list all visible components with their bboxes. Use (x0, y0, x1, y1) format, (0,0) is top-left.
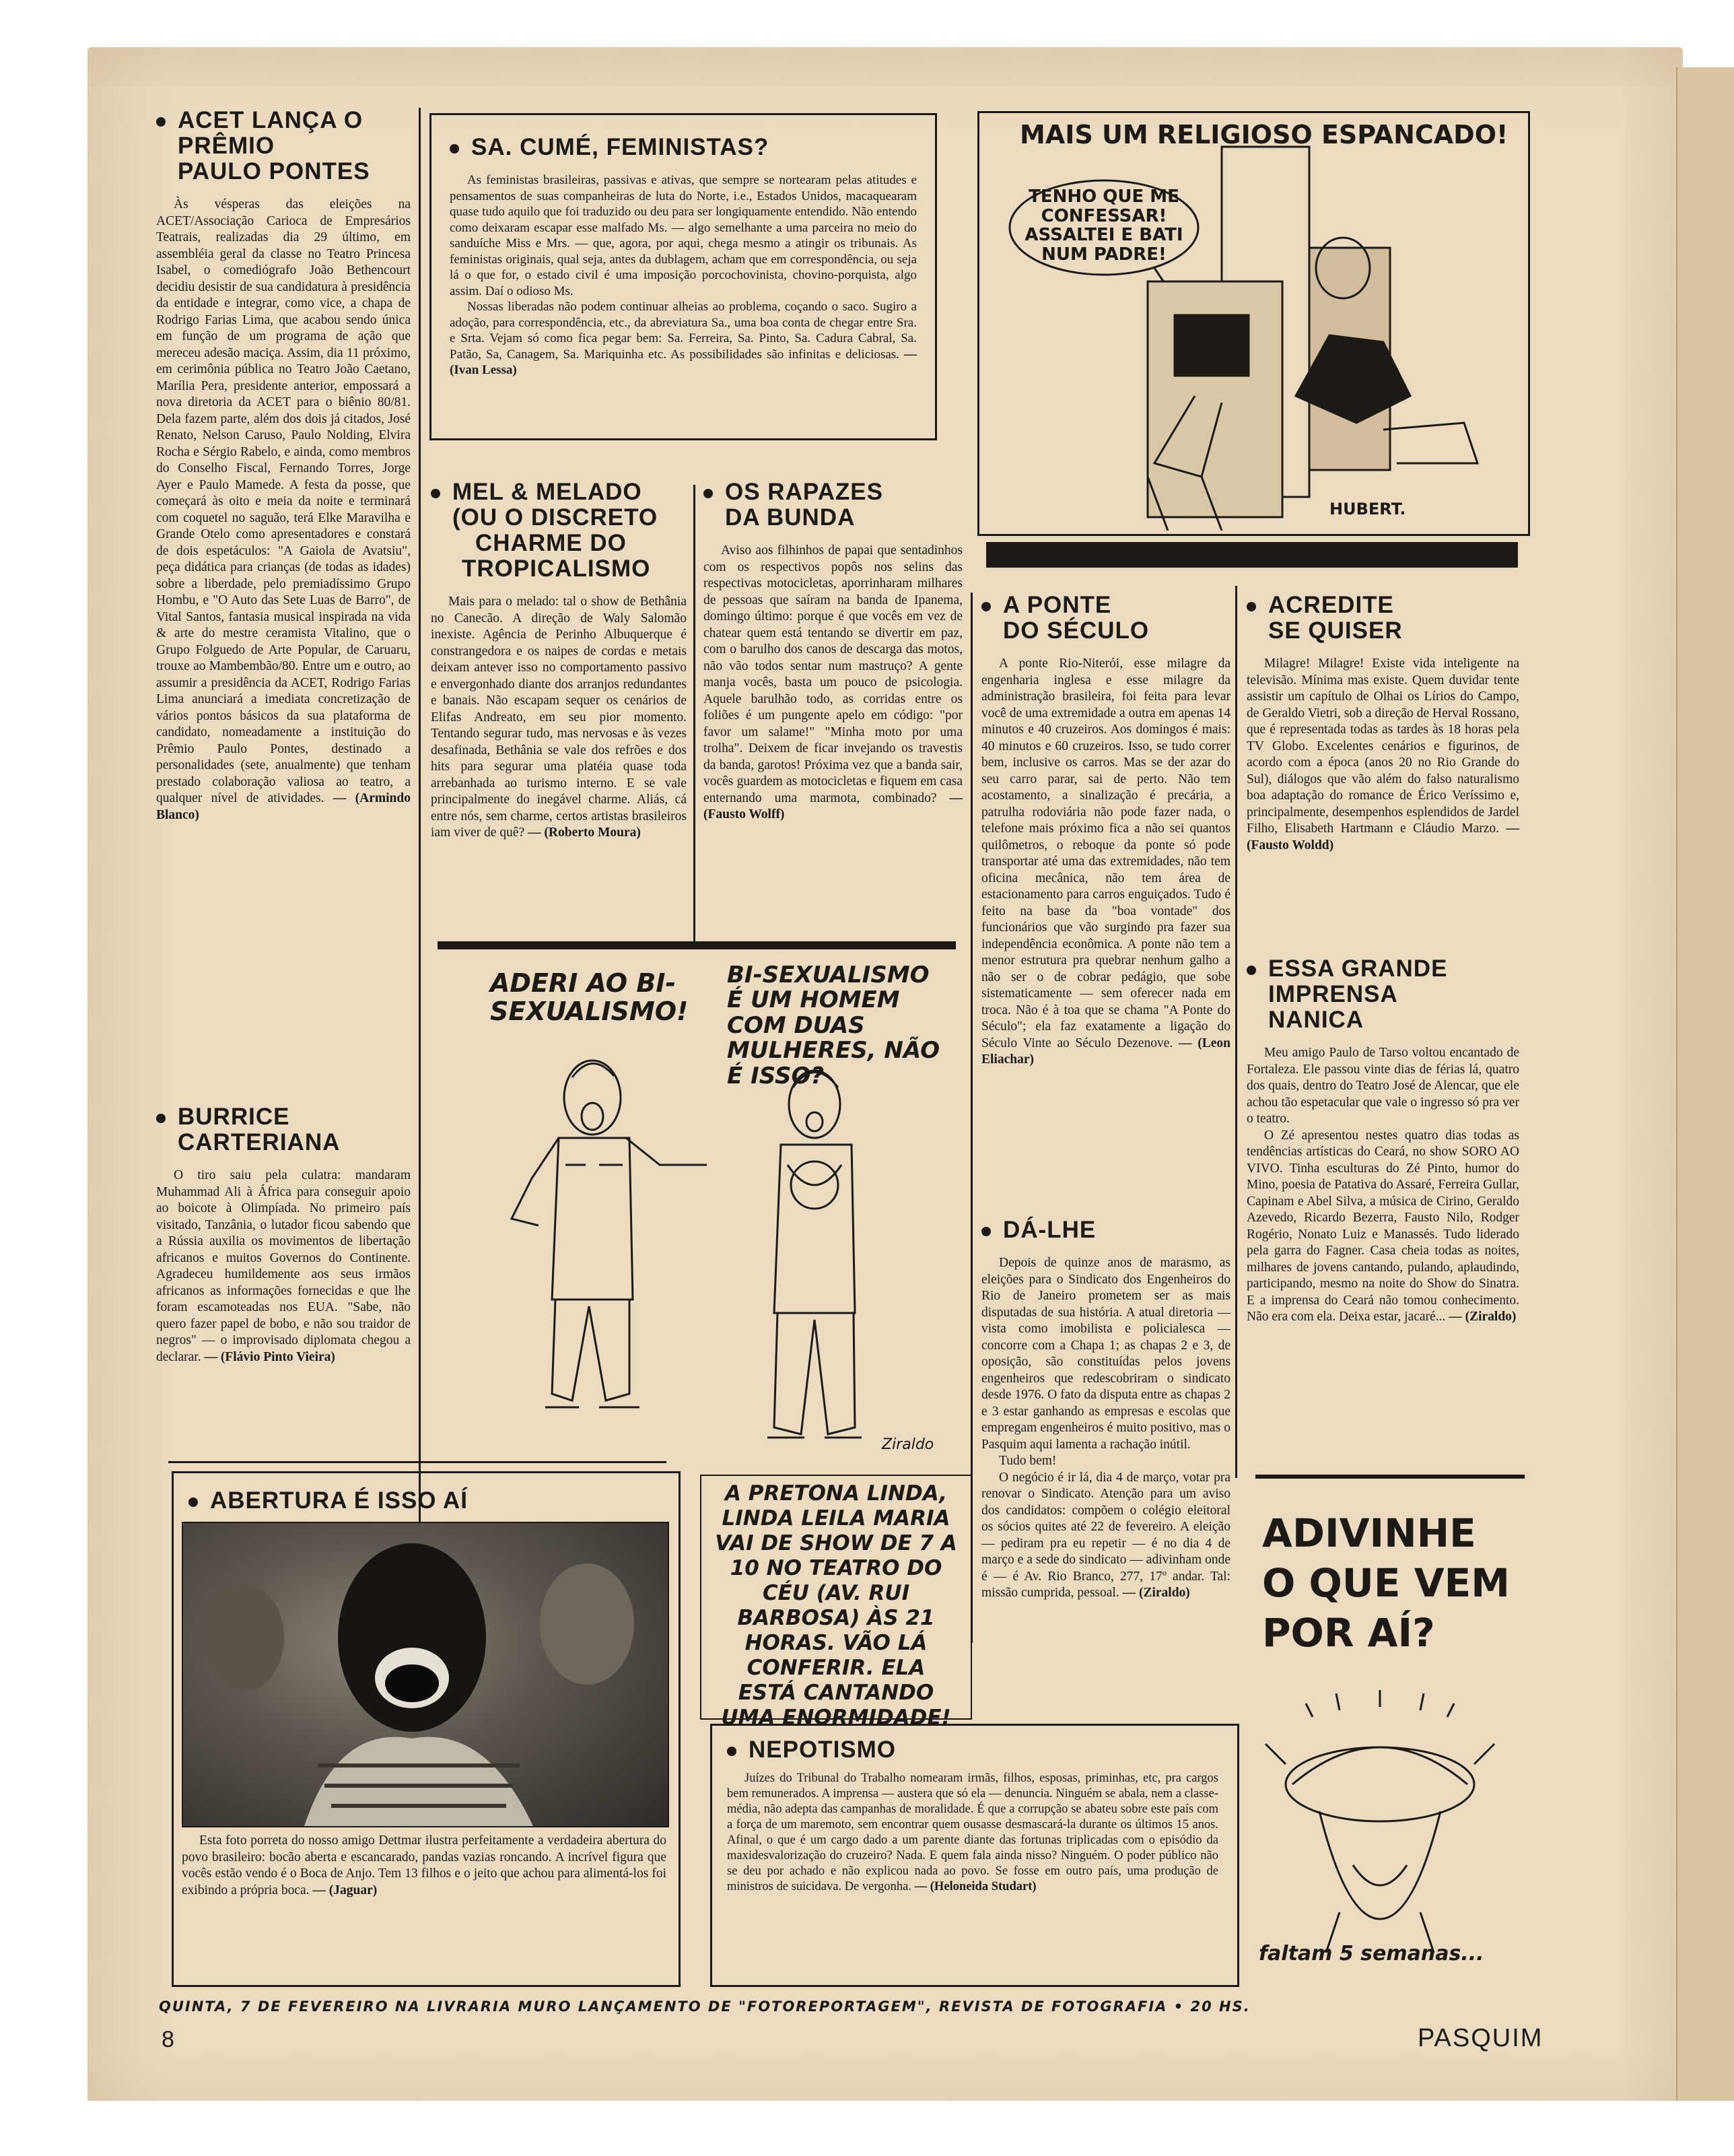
cartoon-adivinhe (1245, 1488, 1528, 1980)
cartoon-headline: MAIS UM RELIGIOSO ESPANCADO! (1020, 120, 1508, 149)
bullet-icon (981, 602, 991, 611)
article-acet (156, 108, 411, 823)
photo-image (183, 1523, 668, 1826)
page-number: 8 (162, 2027, 174, 2052)
cartoon-religioso (979, 113, 1525, 531)
article-title: SA. CUMÉ, FEMINISTAS? (450, 135, 917, 160)
article-body: O tiro saiu pela culatra: mandaram Muhammad Ali à África para conseguir apoio ao boicote à Olimpíada. No primeiro país visitado, Tanzânia, o lutador ficou sabendo que a Rússia auxilia os movimentos de libertação africanos e muitos Governos do Continente. Agradeceu humildemente aos seus irmãos africanos as informações fornecidas e que lhe foram escamoteadas nos EUA. "Sabe, não quero fazer papel de bobo, e não sou traidor de negros" — o improvisado diplomata chegou a declarar. — (Flávio Pinto Vieira) (156, 1168, 411, 1364)
article-credit: — (Jaguar) (312, 1883, 378, 1897)
article-credit: — (Roberto Moura) (528, 826, 641, 840)
article-body: Aviso aos filhinhos de papai que sentadinhos com os respectivos popôs nos selins das respectivas motocicletas, aporrinharam milhares de pessoas que saíram na banda de Ipanema, domingo último: porque é que vocês em vez de chatear quem está tentando se divertir em paz, com o barulho dos canos de descarga das motos, não vão todos sentar num mastruço? A gente manja vocês, basta um pouco de psicologia. Aquele barulhão todo, as corridas entre os foliões é um pungente apelo em código: "por favor um salame!" "Minha moto por uma trolha". Deixem de ficar invejando os travestis da banda, garotos! Próxima vez que a banda sair, vocês guardem as motocicletas e fiquem em casa enternando uma marmota, combinado? — (Fausto Wolff) (703, 543, 963, 821)
cartoon-caption: faltam 5 semanas... (1259, 1942, 1484, 1965)
article-title: BURRICE CARTERIANA (156, 1104, 411, 1155)
article-credit: — (Flávio Pinto Vieira) (204, 1349, 335, 1364)
next-page-edge (1676, 67, 1734, 2128)
article-burrice (156, 1104, 411, 1366)
article-ponte (981, 593, 1230, 1069)
speech-left: ADERI AO BI-SEXUALISMO! (490, 968, 689, 1026)
article-body: A ponte Rio-Niterói, esse milagre da engenharia inglesa e esse milagre da administração brasileira, foi feita para levar você de uma extremidade a outra em apenas 14 minutos e 40 cruzeiros. Aos domingos é mais: 40 minutos e 60 cruzeiros. Isso, se tudo correr bem, inclusive os carros. Mas se der azar do seu carro parar, sai de perto. Não tem acostamento, a sinalização é precária, a patrulha rodoviária não pode fazer nada, o telefone mais próximo fica a não sei quantos quilômetros, o reboque da ponte só pode transportar até uma das extremidades, não tem oficina mecânica, não tem área de estacionamento para carros enguiçados. Tudo é feito na base da "boa vontade" dos funcionários que vão surgindo pra fazer sua independência econômica. A ponte não tem a menor estrutura pra quebrar nenhum galho a não ser o de cobrar pedágio, que sobe sistematicamente — sem oferecer nada em troca. Não é à toa que se chama "A Ponte do Século"; ela faz exatamente a ligação do Século Vinte ao Século Dezenove. — (Leon Eliachar) (981, 656, 1231, 1067)
cartoon-drawing (438, 963, 956, 1461)
article-abertura-title (188, 1488, 660, 1514)
speech-bubble: TENHO QUE ME CONFESSAR! ASSALTEI E BATI NUM PADRE! (1025, 187, 1183, 265)
article-credit: — (Fausto Wolff) (703, 790, 963, 821)
article-title: DÁ-LHE (981, 1217, 1230, 1243)
article-credit: — (Ziraldo) (1122, 1586, 1190, 1600)
article-body: Às vésperas das eleições na ACET/Associação Carioca de Empresários Teatrais, realizadas dia 29 último, em assembléia geral da classe no Teatro Princesa Isabel, o comediógrafo João Bethencourt decidiu desistir de sua candidatura à presidência da entidade e integrar, como vice, a chapa de Rodrigo Farias Lima, que acabou sendo única em função de um programa de ação que mereceu adesão maciça. Assim, dia 11 próximo, em cerimônia pública no Teatro João Caetano, Marília Pera, presidente anterior, empossará a nova diretoria da ACET para o biênio 80/81. Dela fazem parte, além dos dois já citados, José Renato, Nelson Caruso, Paulo Nolding, Elvira Rocha e Sérgio Rabelo, e ainda, como membros do Conselho Fiscal, Fernando Torres, Jorge Ayer e Paulo Mamede. A festa da posse, que começará às oito e meia da noite e terminará com coquetel no saguão, terá Elke Maravilha e Grande Otelo como apresentadores e constará de dois espetáculos: "A Gaiola de Avatsiu", peça didática para crianças (de todas as idades) sobre a liberdade, pelo premiadíssimo Grupo Hombu, e "O Auto das Sete Luas de Barro", de Vital Santos, fantasia musical inspirada na vida & arte do mestre ceramista Vitalino, que o Grupo Folguedo de Arte Popular, de Caruaru, trouxe ao Mambembão/80. Entre um e outro, ao assumir a presidência da ACET, Rodrigo Farias Lima anunciará a imediata concretização de vários pontos básicos da sua plataforma de candidato, nomeadamente a instituição do Prêmio Paulo Pontes, destinado a personalidades (sete, anualmente) que tenham prestado colaboração valiosa ao teatro, a qualquer nível de atividades. — (Armindo Blanco) (156, 197, 411, 822)
cartoon-headline: ADIVINHE O QUE VEM POR AÍ? (1262, 1510, 1510, 1656)
article-imprensa (1247, 956, 1519, 1326)
cartoon-drawing (1245, 1488, 1528, 1980)
bullet-icon (703, 489, 713, 498)
cartoon-drawing (979, 113, 1525, 531)
bullet-icon (1247, 966, 1256, 975)
column-rule (693, 485, 695, 943)
bullet-icon (188, 1497, 198, 1507)
article-acredite (1247, 593, 1519, 854)
article-title: ESSA GRANDE IMPRENSA NANICA (1247, 956, 1519, 1033)
pretona-note: A PRETONA LINDA, LINDA LEILA MARIA VAI DE SHOW DE 7 A 10 NO TEATRO DO CÉU (AV. RUI BARBOSA) ÀS 21 HORAS. VÃO LÁ CONFERIR. ELA ESTÁ CANTANDO UMA ENORMIDADE! (715, 1481, 957, 1730)
article-nepotismo (727, 1737, 1218, 1895)
article-feministas (450, 135, 917, 378)
article-title: NEPOTISMO (727, 1737, 1218, 1763)
article-mel (431, 479, 687, 842)
cartoonist-signature: HUBERT. (1329, 500, 1406, 518)
article-credit: — (Ivan Lessa) (450, 347, 917, 377)
bullet-icon (156, 117, 166, 127)
abertura-caption-block (182, 1833, 666, 1899)
article-title: ABERTURA É ISSO AÍ (188, 1488, 660, 1514)
section-rule (168, 1461, 666, 1463)
column-rule (419, 108, 421, 1623)
bullet-icon (450, 144, 459, 154)
article-body: Depois de quinze anos de marasmo, as eleições para o Sindicato dos Engenheiros do Rio de Janeiro prometem ser as mais disputadas de sua história. A atual diretoria — vista como imobilista e policialesca — concorre com a Chapa 1; as chapas 2 e 3, de oposição, são constituídas pelos jovens engenheiros que redescobriram o sindicato desde 1976. O fato da disputa entre as chapas 2 e 3 estar ganhando as empresas e escolas que empregam engenheiros é muito positivo, mas o Pasquim aqui lamenta a rachação inútil. Tudo bem! O negócio é ir lá, dia 4 de março, votar pra renovar o Sindicato. Atenção para um aviso dos candidatos: compõem o colégio eleitoral os sócios quites até 22 de fevereiro. A eleição — pediram pra eu repetir — é no dia 4 de março e a sede do sindicato — adivinham onde é — é Av. Rio Branco, 277, 17º andar. Tal: missão cumprida, pessoal. — (Ziraldo) (981, 1256, 1230, 1600)
bullet-icon (1247, 602, 1256, 611)
article-credit: — (Heloneida Studart) (914, 1880, 1037, 1893)
article-title: ACREDITE SE QUISER (1247, 593, 1519, 644)
article-credit: — (Leon Eliachar) (981, 1036, 1231, 1067)
article-rapazes (703, 479, 963, 823)
article-body: Meu amigo Paulo de Tarso voltou encantado de Fortaleza. Ele passou vinte dias de férias lá, quatro dos quais, dentro do Teatro José de Alencar, que ele achou tão espetacular que vale o ingresso só pra ver o teatro. O Zé apresentou nestes quatro dias todas as tendências artísticas do Ceará, no show SORO AO VIVO. Tinha esculturas do Zé Pinto, humor do Mino, poesia de Patativa do Assaré, Ferreira Gullar, Capinam e Abel Silva, a música de Cirino, Geraldo Azevedo, Ricardo Bezerra, Fausto Nilo, Rodger Rogério, Nonato Luiz e Manassés. Tudo liderado pela garra do Fagner. Casa cheia todas as noites, milhares de jovens cantando, pulando, aplaudindo, participando, mesmo na noite do Show do Sinatra. E a imprensa do Ceará não tomou conhecimento. Não era com ela. Deixa estar, jacaré... — (Ziraldo) (1247, 1046, 1519, 1324)
footer-announcement: QUINTA, 7 DE FEVEREIRO NA LIVRARIA MURO LANÇAMENTO DE "FOTOREPORTAGEM", REVISTA DE FOTOGRAFIA • 20 HS. (159, 1998, 1251, 2015)
section-bar (438, 941, 956, 949)
column-rule (1235, 586, 1237, 1478)
speech-right: BI-SEXUALISMO É UM HOMEM COM DUAS MULHERES, NÃO É ISSO? (727, 962, 940, 1089)
article-credit: — (Ziraldo) (1449, 1310, 1517, 1324)
article-title: A PONTE DO SÉCULO (981, 593, 1230, 644)
article-title: ACET LANÇA O PRÊMIO PAULO PONTES (156, 108, 411, 184)
article-body: Mais para o melado: tal o show de Bethânia no Canecão. A direção de Waly Salomão inexiste. Agência de Perinho Albuquerque é constrangedora e os naipes de cordas e metais deixam antever isso no comportamento passivo e envergonhado diante dos arranjos redundantes e banais. Não escapam sequer os cenários de Elifas Andreato, em seu pior momento. Tentando segurar tudo, mas nervosas e às vezes desafinada, Bethânia se vale dos refrões e dos hits para segurar uma platéia quase toda arrebanhada ao turismo interno. E se vale principalmente do inegável charme. Aliás, cá entre nós, sem charme, certos artistas brasileiros iam viver de quê? — (Roberto Moura) (431, 595, 687, 840)
article-title: MEL & MELADO (OU O DISCRETO CHARME DO TROPICALISMO (431, 479, 687, 582)
article-title: OS RAPAZES DA BUNDA (703, 479, 963, 531)
article-body: Juízes do Tribunal do Trabalho nomearam irmãs, filhos, esposas, priminhas, etc, pra cargos bem remunerados. A imprensa — austera que só ela — denuncia. Ninguém se abala, nem a classe-média, não adepta das campanhas de moralidade. É que a corrupção se abateu sobre este país com a força de um maremoto, sem encontrar quem ousasse desmascará-la durante os últimos 15 anos. Afinal, o que é um cargo dado a um parente diante das fortunas triplicadas com o episódio da maxidesvalorização do cruzeiro? Nada. E quem fala ainda nisso? Ninguém. O poder público não se deu por achado e não explicou nada ao povo. Se fosse em outro país, uma produção de ministros de suicidava. De vergonha. — (Heloneida Studart) (727, 1772, 1218, 1893)
publication-name: PASQUIM (1418, 2024, 1544, 2052)
svg-text:Ziraldo: Ziraldo (882, 1436, 934, 1453)
bullet-icon (981, 1227, 991, 1236)
article-credit: — (Armindo Blanco) (156, 791, 411, 822)
photo-boca-de-anjo (182, 1522, 669, 1827)
article-dalhe (981, 1217, 1230, 1602)
bullet-icon (727, 1747, 736, 1756)
article-body: Milagre! Milagre! Existe vida inteligente na televisão. Mínima mas existe. Quem duvidar tente assistir um capítulo de Olhai os Lírios do Campo, de Geraldo Vietri, sob a direção de Herval Rossano, que é representada todas as tardes às 18 horas pela TV Globo. Excelentes cenários e figurinos, de acordo com a época (anos 20 no Rio Grande do Sul), diálogos que vão além do falso naturalismo boa adaptação do romance de Érico Veríssimo e, principalmente, desempenhos esplendidos de Jardel Filho, Elisabeth Hartmann e Cláudio Marzo. — (Fausto Woldd) (1247, 656, 1520, 852)
bullet-icon (431, 489, 440, 498)
article-credit: — (Fausto Woldd) (1247, 821, 1520, 852)
section-bar (986, 542, 1518, 568)
cartoon-bisexualismo (438, 963, 956, 1461)
article-body: As feministas brasileiras, passivas e ativas, que sempre se nortearam pelas atitudes e pensamentos de suas companheiras de luta do Norte, i.e., Estados Unidos, macaquearam quase tudo aquilo que foi traduzido ou deu para ser longiquamente entendido. Não entendo como deixaram escapar esse malfado Ms. — algo semelhante a uma parceira no meio do sanduíche Miss e Mrs. — que, agora, por aqui, chega mesmo a atingir os tribunais. As feministas originais, qual seja, antes da dublagem, acham que em correspondência, ou seja lá o que for, o estado civil é uma imposição porcochovinista, chovino-porquista, algo assim. Daí o odioso Ms. Nossas liberadas não podem continuar alheias ao problema, coçando o saco. Sugiro a adoção, para correspondência, etc., da abreviatura Sa., uma boa conta de chegar entre Sra. e Srta. Vejam só como fica pegar bem: Sa. Ferreira, Sa. Pinto, Sa. Cadura Cabral, Sa. Patão, Sa, Canagem, Sa. Mariquinha etc. As possibilidades são infinitas e deliciosas. — (Ivan Lessa) (450, 173, 917, 377)
bullet-icon (156, 1114, 166, 1123)
section-rule (1255, 1475, 1525, 1479)
photo-caption: Esta foto porreta do nosso amigo Dettmar ilustra perfeitamente a verdadeira abertura do povo brasileiro: bocão aberta e escancarado, pandas vazias roncando. A incrível figura que vocês estão vendo é o Boca de Anjo. Tem 13 filhos e o jeito que achou para alimentá-los foi exibindo a própria boca. — (Jaguar) (182, 1833, 666, 1897)
page-bottom-margin (0, 2101, 1734, 2156)
